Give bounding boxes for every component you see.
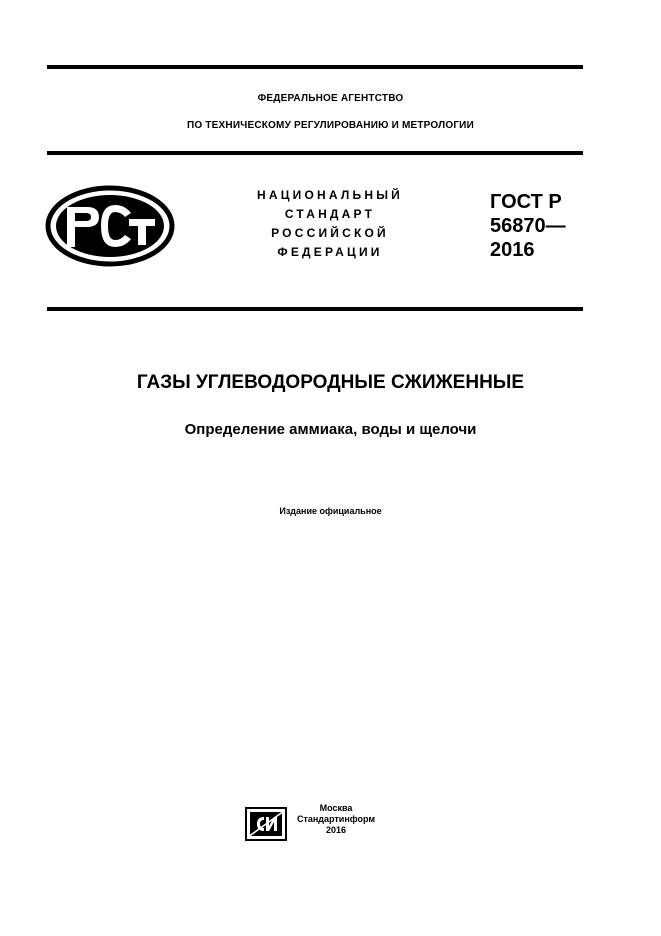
gost-year: 2016 xyxy=(490,239,535,261)
middle-rule xyxy=(47,307,583,311)
edition-note: Издание официальное xyxy=(279,506,382,516)
header-rule xyxy=(47,151,583,155)
rst-logo-icon xyxy=(45,185,175,267)
document-title: ГАЗЫ УГЛЕВОДОРОДНЫЕ СЖИЖЕННЫЕ xyxy=(136,372,525,393)
standard-line-1: НАЦИОНАЛЬНЫЙ xyxy=(256,188,404,202)
standard-line-2: СТАНДАРТ xyxy=(284,207,376,221)
standard-line-4: ФЕДЕРАЦИИ xyxy=(277,245,383,259)
publisher-name: Стандартинформ xyxy=(296,814,376,824)
publisher-city: Москва xyxy=(319,803,353,813)
top-rule xyxy=(47,65,583,69)
document-subtitle: Определение аммиака, воды и щелочи xyxy=(184,421,477,438)
gost-number: 56870— xyxy=(490,215,566,237)
publisher-year: 2016 xyxy=(325,825,347,835)
agency-line-1: ФЕДЕРАЛЬНОЕ АГЕНТСТВО xyxy=(257,93,404,104)
standard-designation xyxy=(238,186,422,262)
gost-prefix: ГОСТ Р xyxy=(490,191,562,213)
gost-number-block xyxy=(490,190,566,262)
publisher-block xyxy=(290,803,382,836)
standard-line-3: РОССИЙСКОЙ xyxy=(271,226,389,240)
agency-line-2: ПО ТЕХНИЧЕСКОМУ РЕГУЛИРОВАНИЮ И МЕТРОЛОГИИ xyxy=(187,120,474,131)
standartinform-logo-icon xyxy=(245,807,287,841)
